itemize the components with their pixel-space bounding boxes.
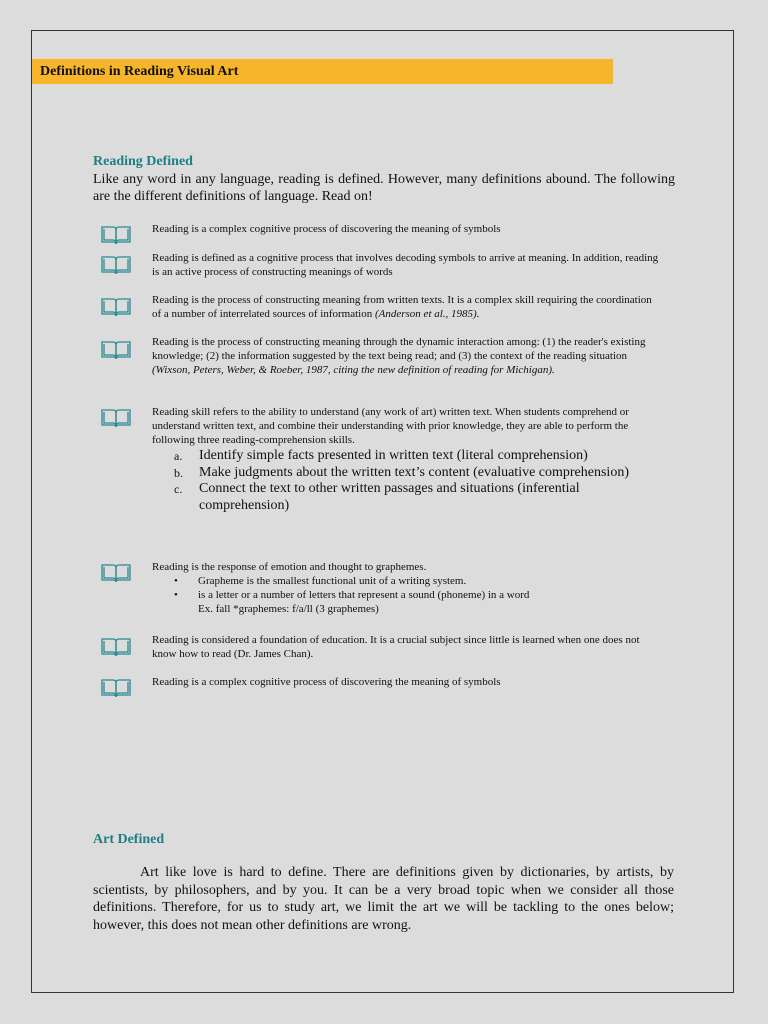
- reading-heading: Reading Defined: [93, 154, 193, 169]
- open-book-icon: [100, 296, 132, 318]
- art-heading: Art Defined: [93, 832, 165, 847]
- open-book-icon: [100, 407, 132, 429]
- list-item-text: Make judgments about the written text’s content (evaluative comprehension): [199, 464, 629, 480]
- definition-text: [152, 335, 662, 378]
- list-marker: b.: [174, 465, 183, 480]
- citation: (Anderson et al., 1985).: [374, 308, 480, 321]
- definition-body: Reading is the process of constructing meaning from written texts. It is a complex skill requiring the coordination of a number of interrelated sources of information: [152, 294, 652, 321]
- definition-body: Reading is the process of constructing meaning through the dynamic interaction among: (1) the reader's existing knowledge; (2) the information suggested by the text being read; and (3) the context of the reading situation: [152, 336, 646, 363]
- definition-text: Reading is the response of emotion and thought to graphemes.: [152, 561, 427, 573]
- list-item: [174, 481, 634, 514]
- grapheme-bullet-list: [174, 574, 634, 617]
- list-marker: a.: [174, 449, 183, 463]
- banner-title: Definitions in Reading Visual Art: [32, 59, 613, 84]
- open-book-icon: [100, 339, 132, 361]
- open-book-icon: [100, 254, 132, 276]
- definition-text: Reading is a complex cognitive process of discovering the meaning of symbols: [152, 223, 501, 235]
- citation: (Wixson, Peters, Weber, & Roeber, 1987, citing the new definition of reading for Michigan).: [152, 364, 555, 377]
- example-line: [174, 602, 634, 616]
- definition-text: Reading is defined as a cognitive process that involves decoding symbols to arrive at meaning. In addition, reading is an active process of constructing meanings of words: [152, 252, 659, 279]
- definition-text: Reading skill refers to the ability to understand (any work of art) written text. When students comprehend or understand written text, and combine their understanding with prior knowledge, they are able to perform the following three reading-comprehension skills.: [152, 406, 629, 447]
- open-book-icon: [100, 562, 132, 584]
- example-text: Ex. fall *graphemes: f/a/ll (3 graphemes): [198, 603, 379, 616]
- list-item: [174, 588, 634, 602]
- list-item: [174, 574, 634, 588]
- reading-intro: Like any word in any language, reading is defined. However, many definitions abound. The following are the different definitions of language. Read on!: [93, 172, 675, 204]
- list-item-text: Grapheme is the smallest functional unit of a writing system.: [198, 575, 467, 587]
- open-book-icon: [100, 224, 132, 246]
- list-item: [174, 448, 634, 465]
- definition-text: [152, 293, 662, 321]
- bullet-marker: •: [174, 575, 178, 587]
- list-item-text: is a letter or a number of letters that represent a sound (phoneme) in a word: [198, 589, 530, 602]
- list-item-text: Identify simple facts presented in written text (literal comprehension): [199, 448, 588, 463]
- open-book-icon: [100, 636, 132, 658]
- list-marker: c.: [174, 482, 183, 496]
- comprehension-skills-list: [174, 448, 634, 514]
- bullet-marker: •: [174, 589, 178, 602]
- definition-text: Reading is considered a foundation of education. It is a crucial subject since little is learned when one does not know how to read (Dr. James Chan).: [152, 634, 640, 661]
- open-book-icon: [100, 677, 132, 699]
- definition-text: Reading is a complex cognitive process of discovering the meaning of symbols: [152, 676, 501, 688]
- list-item-text: Connect the text to other written passages and situations (inferential comprehension): [199, 481, 580, 513]
- art-paragraph: Art like love is hard to define. There are definitions given by dictionaries, by artists, by scientists, by philosophers, and by you. It can be a very broad topic when we consider all those definitions. Therefore, for us to study art, we limit the art we will be tackling to the ones below; however, this does not mean other definitions are wrong.: [93, 865, 674, 933]
- list-item: [174, 465, 634, 482]
